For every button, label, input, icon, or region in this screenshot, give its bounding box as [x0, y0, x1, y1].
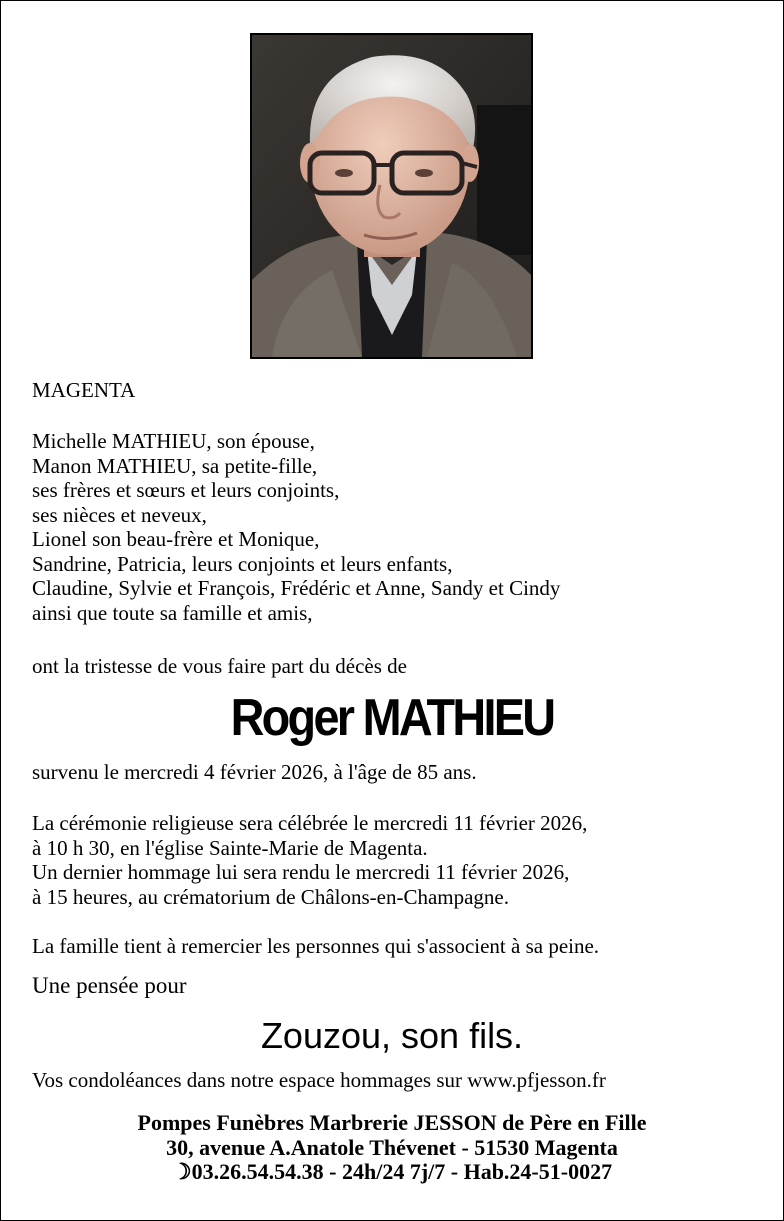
- family-line: Claudine, Sylvie et François, Frédéric et Anne, Sandy et Cindy: [32, 576, 561, 600]
- condolences-line: Vos condoléances dans notre espace hommages sur www.pfjesson.fr: [32, 1068, 606, 1092]
- ceremony-details: [32, 811, 587, 909]
- funeral-home-name: Pompes Funèbres Marbrerie JESSON de Père en Fille: [137, 1110, 647, 1135]
- thought-intro: Une pensée pour: [32, 973, 187, 998]
- ceremony-line: La cérémonie religieuse sera célébrée le mercredi 11 février 2026,: [32, 811, 588, 835]
- funeral-home-phone: 03.26.54.54.38 - 24h/24 7j/7 - Hab.24-51-0027: [191, 1159, 613, 1184]
- portrait-photo: [250, 33, 533, 359]
- death-details: survenu le mercredi 4 février 2026, à l'âge de 85 ans.: [32, 760, 477, 784]
- family-line: Sandrine, Patricia, leurs conjoints et leurs enfants,: [32, 551, 453, 576]
- deceased-name: Roger MATHIEU: [230, 689, 554, 747]
- ceremony-line: à 15 heures, au crématorium de Châlons-en-Champagne.: [32, 884, 510, 909]
- family-line: Michelle MATHIEU, son épouse,: [32, 429, 315, 453]
- family-line: Manon MATHIEU, sa petite-fille,: [32, 453, 318, 478]
- funeral-home-address: 30, avenue A.Anatole Thévenet - 51530 Magenta: [166, 1134, 618, 1160]
- funeral-home-block: [0, 1111, 784, 1185]
- family-thanks: La famille tient à remercier les personnes qui s'associent à sa peine.: [32, 934, 600, 958]
- ceremony-line: Un dernier hommage lui sera rendu le mercredi 11 février 2026,: [32, 860, 570, 884]
- funeral-home-contact: [0, 1160, 784, 1185]
- ceremony-line: à 10 h 30, en l'église Sainte-Marie de Magenta.: [32, 835, 428, 860]
- phone-icon: ☽: [171, 1159, 192, 1184]
- portrait-illustration: [252, 35, 531, 357]
- family-line: Lionel son beau-frère et Monique,: [32, 527, 320, 551]
- family-line: ainsi que toute sa famille et amis,: [32, 600, 313, 625]
- announcement-intro: ont la tristesse de vous faire part du décès de: [32, 654, 407, 678]
- thought-name: Zouzou, son fils.: [260, 1015, 524, 1056]
- family-line: ses frères et sœurs et leurs conjoints,: [32, 478, 340, 502]
- family-list: [32, 429, 560, 625]
- family-line: ses nièces et neveux,: [32, 502, 207, 527]
- town-label: MAGENTA: [32, 378, 136, 402]
